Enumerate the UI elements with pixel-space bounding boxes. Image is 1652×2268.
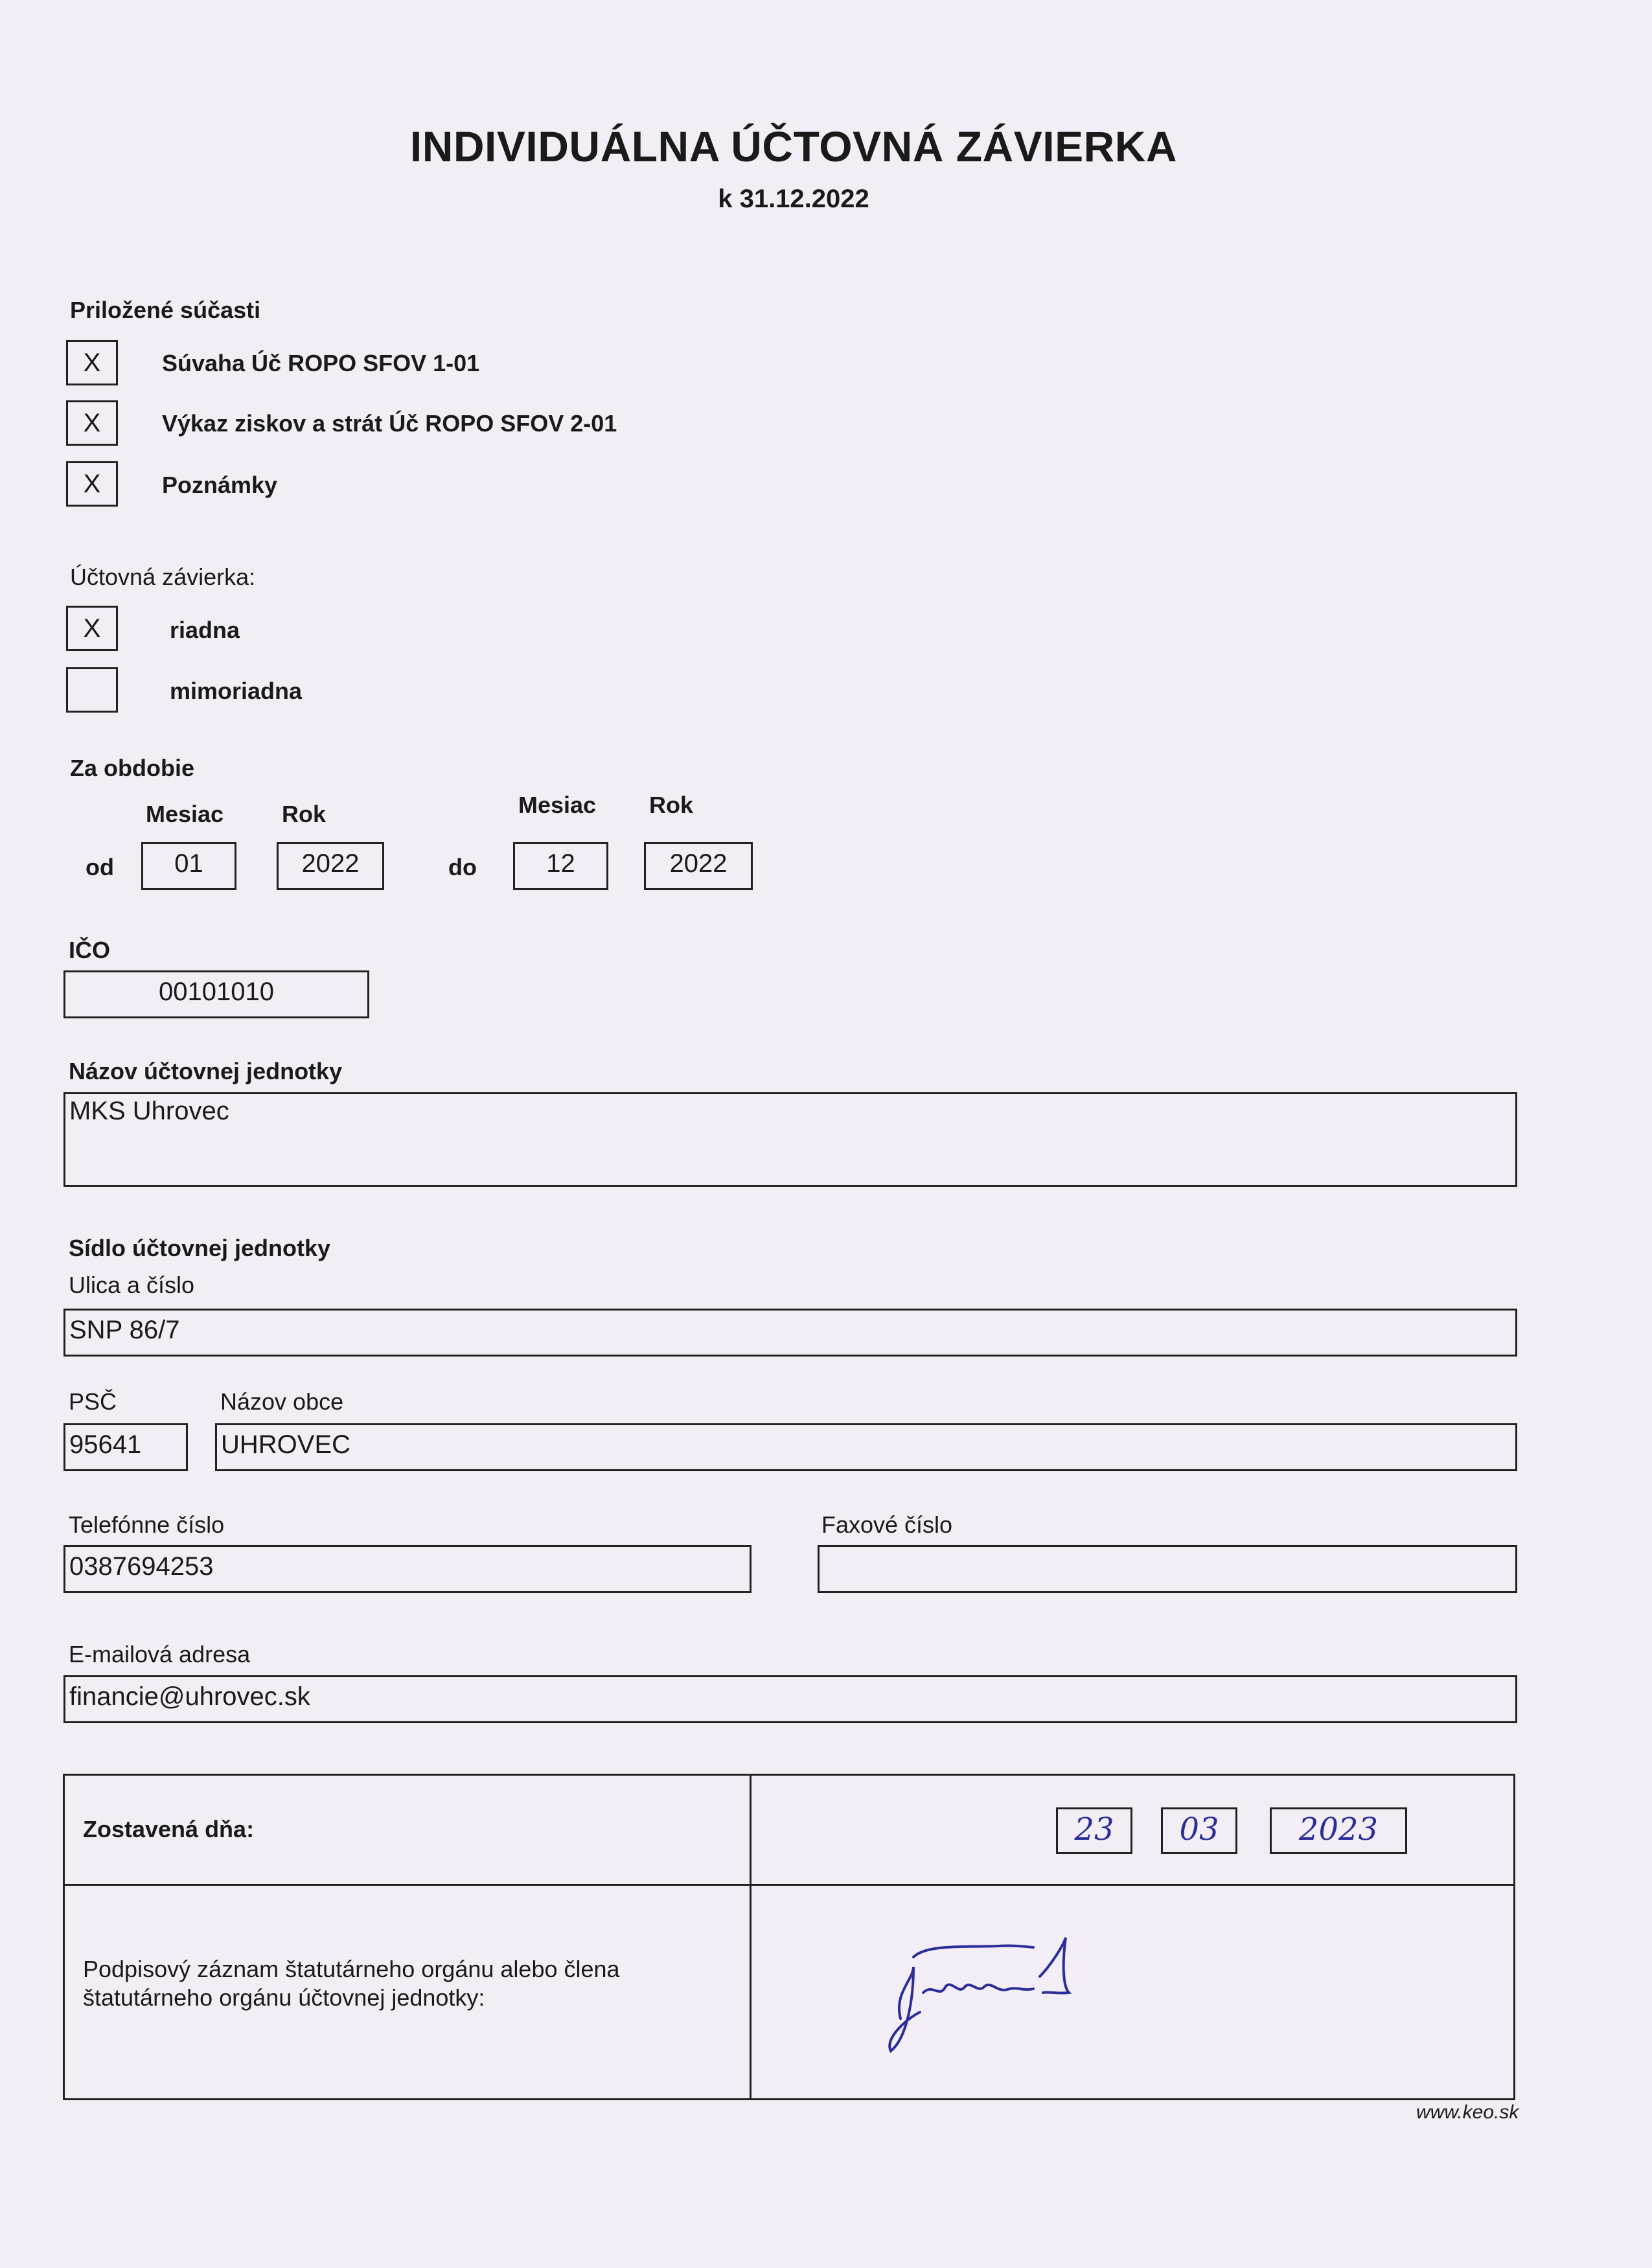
checkbox-extraordinary[interactable] [66,667,118,713]
checkbox-regular[interactable]: X [66,606,118,651]
from-label: od [86,854,114,880]
table-horizontal-divider [65,1884,1513,1886]
entity-name-field[interactable]: MKS Uhrovec [63,1092,1517,1187]
checkbox-balance-sheet[interactable]: X [66,340,118,385]
ico-label: IČO [69,937,111,963]
checkbox-notes[interactable]: X [66,461,118,507]
period-label: Za obdobie [70,755,194,781]
from-month-field[interactable]: 01 [141,842,236,890]
to-month-label: Mesiac [518,792,597,818]
signature-label-line1: Podpisový záznam štatutárneho orgánu alebo člena [83,1956,620,1982]
date-year-field[interactable]: 2023 [1270,1807,1407,1854]
from-year-field[interactable]: 2022 [277,842,384,890]
table-vertical-divider [750,1776,751,2098]
date-label: Zostavená dňa: [83,1816,255,1842]
street-label: Ulica a číslo [69,1272,195,1298]
street-field[interactable]: SNP 86/7 [63,1309,1517,1357]
ico-field[interactable]: 00101010 [63,970,369,1018]
document-subtitle: k 31.12.2022 [718,185,869,213]
phone-label: Telefónne číslo [69,1511,225,1538]
date-day-field[interactable]: 23 [1056,1807,1132,1854]
city-label: Názov obce [220,1388,344,1415]
to-year-label: Rok [649,792,694,818]
fax-field[interactable] [818,1545,1517,1593]
checkbox-label-income-statement: Výkaz ziskov a strát Úč ROPO SFOV 2-01 [162,410,617,437]
from-year-label: Rok [282,801,327,827]
signature-label-line2: štatutárneho orgánu účtovnej jednotky: [83,1984,485,2011]
checkbox-label-regular: riadna [170,617,240,643]
psc-field[interactable]: 95641 [63,1423,188,1471]
checkbox-label-extraordinary: mimoriadna [170,678,303,704]
footer-website: www.keo.sk [1416,2102,1519,2123]
city-field[interactable]: UHROVEC [215,1423,1517,1471]
from-month-label: Mesiac [146,801,224,827]
fax-label: Faxové číslo [821,1511,953,1538]
email-field[interactable]: financie@uhrovec.sk [63,1675,1517,1723]
closing-type-label: Účtovná závierka: [70,564,256,590]
document-title: INDIVIDUÁLNA ÚČTOVNÁ ZÁVIERKA [409,122,1178,170]
to-label: do [448,854,477,880]
to-year-field[interactable]: 2022 [644,842,753,890]
seat-label: Sídlo účtovnej jednotky [69,1235,331,1261]
components-label: Priložené súčasti [70,297,261,323]
email-label: E-mailová adresa [69,1641,251,1667]
checkbox-label-notes: Poznámky [162,472,278,498]
handwritten-signature-image [868,1921,1114,2057]
psc-label: PSČ [69,1388,117,1415]
signature-table [63,1774,1515,2100]
to-month-field[interactable]: 12 [513,842,608,890]
phone-field[interactable]: 0387694253 [63,1545,751,1593]
checkbox-income-statement[interactable]: X [66,400,118,446]
date-month-field[interactable]: 03 [1161,1807,1237,1854]
checkbox-label-balance-sheet: Súvaha Úč ROPO SFOV 1-01 [162,350,480,376]
entity-name-label: Názov účtovnej jednotky [69,1058,343,1084]
